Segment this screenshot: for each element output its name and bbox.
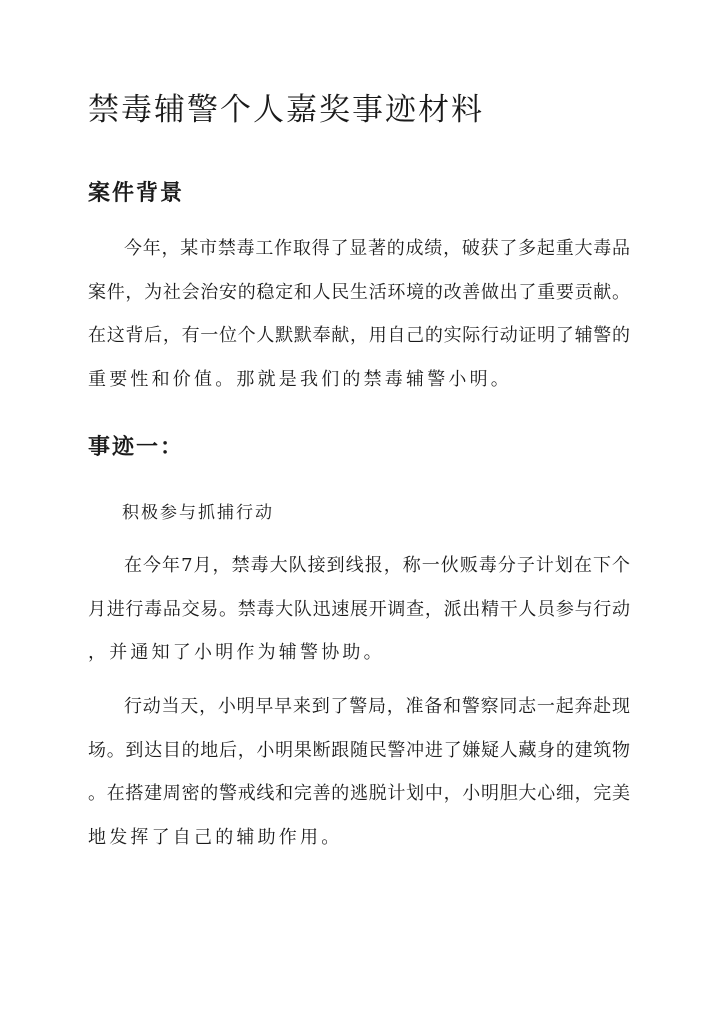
paragraph-deed-one-2 bbox=[88, 692, 630, 866]
document-title: 禁毒辅警个人嘉奖事迹材料 bbox=[88, 92, 484, 128]
paragraph-deed-one-1 bbox=[88, 551, 630, 682]
paragraph-line: 行动当天，小明早早来到了警局，准备和警察同志一起奔赴现 bbox=[124, 696, 630, 717]
paragraph-line: 地发挥了自己的辅助作用。 bbox=[88, 826, 343, 848]
subheading-arrest-action: 积极参与抓捕行动 bbox=[122, 503, 274, 523]
paragraph-line: 案件，为社会治安的稳定和人民生活环境的改善做出了重要贡献。 bbox=[88, 281, 630, 303]
paragraph-line: 。在搭建周密的警戒线和完善的逃脱计划中，小明胆大心细，完美 bbox=[88, 783, 630, 804]
paragraph-line: ，并通知了小明作为辅警协助。 bbox=[88, 642, 385, 663]
paragraph-line: 场。到达目的地后，小明果断跟随民警冲进了嫌疑人藏身的建筑物 bbox=[88, 739, 630, 761]
paragraph-line: 在今年7月，禁毒大队接到线报，称一伙贩毒分子计划在下个 bbox=[124, 555, 630, 576]
paragraph-line: 月进行毒品交易。禁毒大队迅速展开调查，派出精干人员参与行动 bbox=[88, 598, 630, 620]
paragraph-line: 重要性和价值。那就是我们的禁毒辅警小明。 bbox=[88, 368, 512, 390]
paragraph-line: 今年，某市禁毒工作取得了显著的成绩，破获了多起重大毒品 bbox=[124, 238, 630, 259]
paragraph-background bbox=[88, 234, 630, 408]
paragraph-line: 在这背后，有一位个人默默奉献，用自己的实际行动证明了辅警的 bbox=[88, 325, 630, 346]
section-heading-deed-one: 事迹一： bbox=[88, 434, 185, 460]
section-heading-background: 案件背景 bbox=[88, 180, 185, 206]
